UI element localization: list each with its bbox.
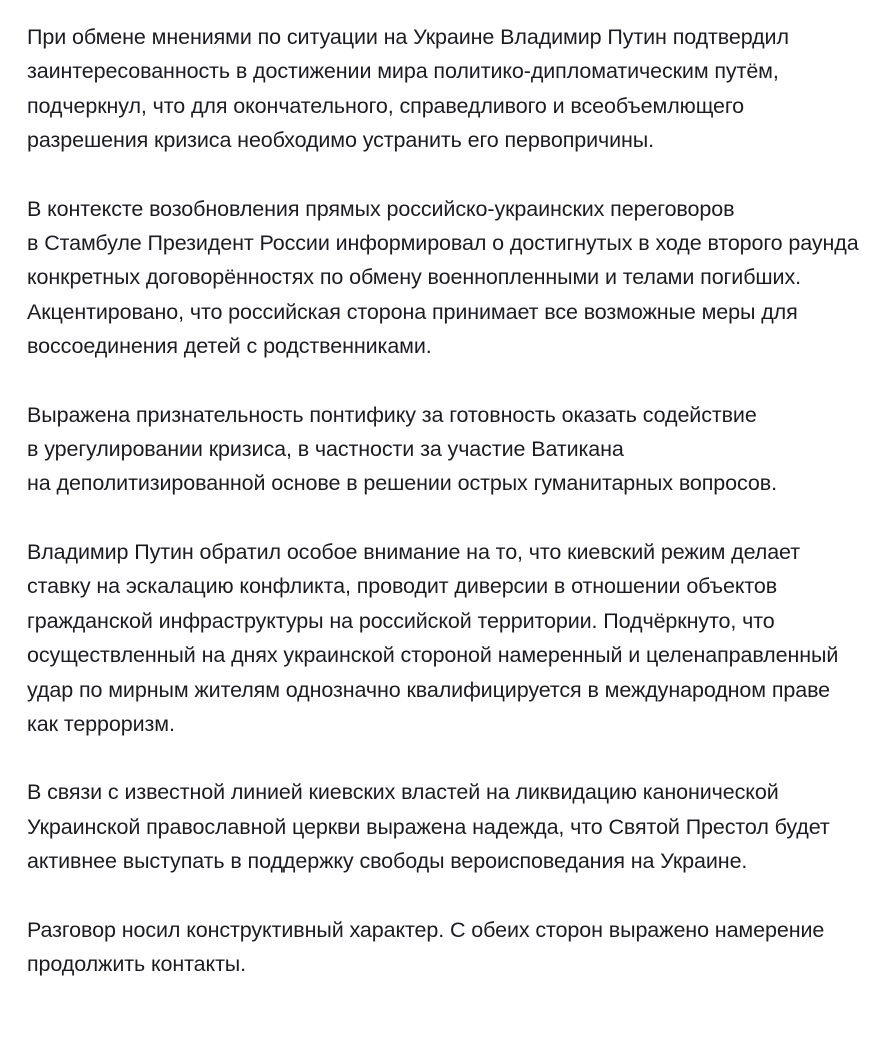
- text-line: в Стамбуле Президент России информировал о достигнутых в ходе второго раунда: [27, 231, 859, 256]
- text-line: Разговор носил конструктивный характер. С обеих сторон выражено намерение: [27, 917, 825, 942]
- text-line: на деполитизированной основе в решении острых гуманитарных вопросов.: [27, 471, 777, 496]
- text-line: В контексте возобновления прямых российско-украинских переговоров: [27, 196, 735, 221]
- text-line: осуществленный на днях украинской стороной намеренный и целенаправленный: [27, 643, 839, 668]
- paragraph-3: [27, 398, 868, 501]
- text-line: воссоединения детей с родственниками.: [27, 334, 432, 359]
- paragraph-4: [27, 535, 868, 741]
- text-line: продолжить контакты.: [27, 951, 247, 976]
- text-line: ставку на эскалацию конфликта, проводит диверсии в отношении объектов: [27, 574, 778, 599]
- text-line: как терроризм.: [27, 711, 175, 736]
- paragraph-5: [27, 775, 868, 878]
- text-line: При обмене мнениями по ситуации на Украине Владимир Путин подтвердил: [27, 25, 789, 49]
- text-line: Владимир Путин обратил особое внимание на то, что киевский режим делает: [27, 539, 800, 564]
- text-line: разрешения кризиса необходимо устранить его первопричины.: [27, 128, 655, 153]
- paragraph-2: [27, 192, 868, 364]
- text-line: Акцентировано, что российская сторона принимает все возможные меры для: [27, 299, 798, 324]
- text-line: Выражена признательность понтифику за готовность оказать содействие: [27, 402, 757, 427]
- text-line: удар по мирным жителям однозначно квалифицируется в международном праве: [27, 677, 831, 702]
- paragraph-1: [27, 20, 868, 158]
- text-line: Украинской православной церкви выражена надежда, что Святой Престол будет: [27, 814, 830, 839]
- text-line: активнее выступать в поддержку свободы вероисповедания на Украине.: [27, 849, 748, 874]
- text-line: конкретных договорённостях по обмену военнопленными и телами погибших.: [27, 265, 801, 290]
- text-line: В связи с известной линией киевских властей на ликвидацию канонической: [27, 780, 779, 805]
- text-line: заинтересованность в достижении мира политико-дипломатическим путём,: [27, 59, 779, 84]
- text-line: подчеркнул, что для окончательного, справедливого и всеобъемлющего: [27, 93, 745, 118]
- text-line: гражданской инфраструктуры на российской территории. Подчёркнуто, что: [27, 608, 775, 633]
- text-line: в урегулировании кризиса, в частности за участие Ватикана: [27, 437, 624, 462]
- paragraph-6: [27, 913, 868, 982]
